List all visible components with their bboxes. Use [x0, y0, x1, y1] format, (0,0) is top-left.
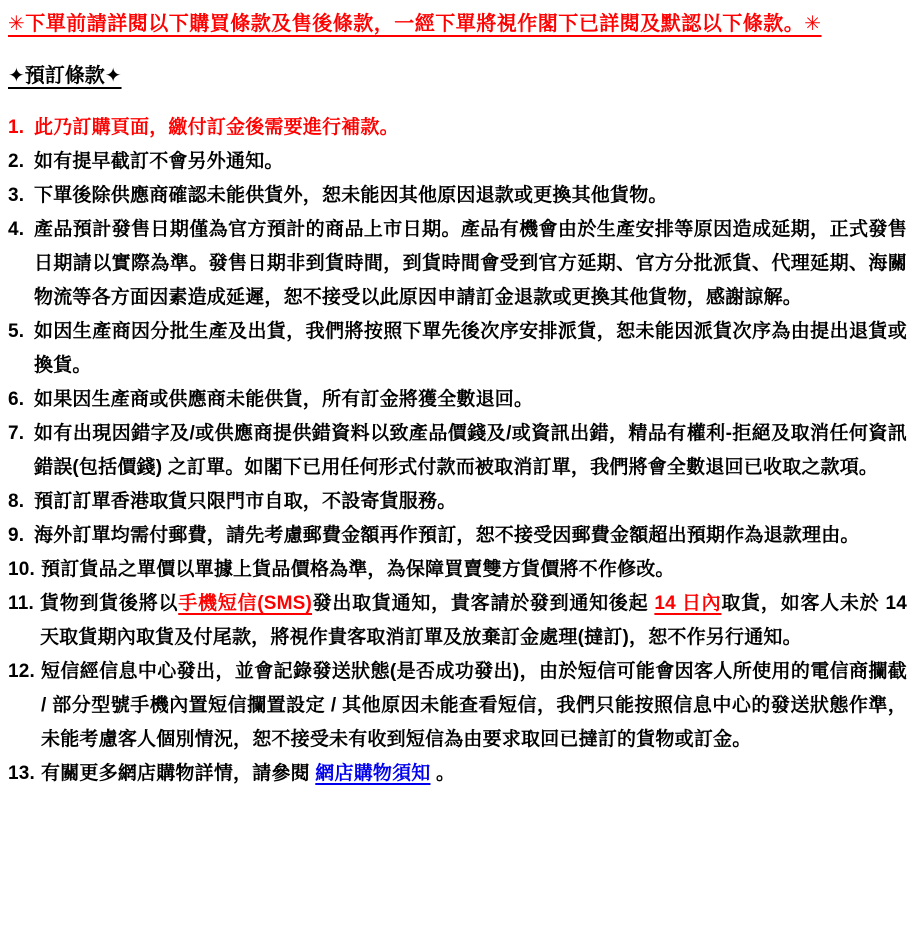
terms-list: [8, 111, 907, 791]
pre-order-warning-title: ✳下單前請詳閱以下購買條款及售後條款，一經下單將視作閣下已詳閱及默認以下條款。✳: [8, 13, 822, 35]
term-number: 3.: [8, 185, 25, 206]
term-segment: 。: [430, 763, 456, 784]
term-item-3: [8, 179, 907, 213]
sms-highlight: 手機短信(SMS): [178, 593, 313, 614]
term-number: 12.: [8, 661, 36, 682]
term-number: 13.: [8, 763, 36, 784]
term-text: 如因生產商因分批生產及出貨，我們將按照下單先後次序安排派貨，恕未能因派貨次序為由提出退貨或換貨。: [34, 321, 907, 376]
term-segment: 取貨，如客人未於 14 天取貨期內取貨及付尾款，將視作貴客取消訂單及放棄訂金處理(撻訂)，恕不作另行通知。: [39, 593, 907, 648]
term-number: 5.: [8, 321, 25, 342]
term-number: 8.: [8, 491, 25, 512]
term-number: 9.: [8, 525, 25, 546]
term-number: 4.: [8, 219, 25, 240]
term-segment: 有關更多網店購物詳情，請參閱: [41, 763, 316, 784]
shop-guide-link[interactable]: 網店購物須知: [315, 763, 431, 784]
term-text: 如有提早截訂不會另外通知。: [34, 151, 284, 172]
term-segment: 貨物到貨後將以: [39, 593, 179, 614]
term-text: [41, 757, 907, 791]
term-item-6: [8, 383, 907, 417]
term-item-8: [8, 485, 907, 519]
term-text: 產品預計發售日期僅為官方預計的商品上市日期。產品有機會由於生產安排等原因造成延期，正式發售日期請以實際為準。發售日期非到貨時間，到貨時間會受到官方延期、官方分批派貨、代理延期、海關物流等各方面因素造成延遲，恕不接受以此原因申請訂金退款或更換其他貨物，感謝諒解。: [34, 219, 907, 308]
term-number: 11.: [8, 593, 34, 614]
preorder-terms-heading: ✦預訂條款✦: [8, 65, 122, 87]
term-item-13: [8, 757, 907, 791]
term-item-12: [8, 655, 907, 757]
term-item-10: [8, 553, 907, 587]
term-number: 2.: [8, 151, 25, 172]
term-item-4: [8, 213, 907, 315]
term-item-7: [8, 417, 907, 485]
term-text: [40, 587, 907, 655]
term-text: 下單後除供應商確認未能供貨外，恕未能因其他原因退款或更換其他貨物。: [34, 185, 668, 206]
term-segment: 發出取貨通知，貴客請於發到通知後起: [312, 593, 655, 614]
term-number: 6.: [8, 389, 25, 410]
term-item-5: [8, 315, 907, 383]
term-item-9: [8, 519, 907, 553]
term-text: 預訂訂單香港取貨只限門市自取，不設寄貨服務。: [34, 491, 457, 512]
term-text: 預訂貨品之單價以單據上貨品價格為準，為保障買賣雙方貨價將不作修改。: [41, 559, 675, 580]
term-number: 1.: [8, 117, 25, 138]
term-text: 如果因生產商或供應商未能供貨，所有訂金將獲全數退回。: [34, 389, 534, 410]
term-text: 海外訂單均需付郵費，請先考慮郵費金額再作預訂，恕不接受因郵費金額超出預期作為退款理由。: [34, 525, 860, 546]
term-item-2: [8, 145, 907, 179]
pickup-deadline-highlight: 14 日內: [654, 593, 722, 614]
term-item-11: [8, 587, 907, 655]
term-text: 如有出現因錯字及/或供應商提供錯資料以致產品價錢及/或資訊出錯，精品有權利-拒絕及取消任何資訊錯誤(包括價錢) 之訂單。如閣下已用任何形式付款而被取消訂單，我們將會全數退回已收取之款項。: [34, 423, 907, 478]
term-text: 此乃訂購頁面，繳付訂金後需要進行補款。: [34, 117, 399, 138]
term-text: 短信經信息中心發出，並會記錄發送狀態(是否成功發出)，由於短信可能會因客人所使用的電信商攔截 / 部分型號手機內置短信攔置設定 / 其他原因未能查看短信，我們只能按照信息中心的發送狀態作準，未能考慮客人個別情況，恕不接受未有收到短信為由要求取回已撻訂的貨物或訂金。: [41, 661, 907, 750]
term-number: 10.: [8, 559, 36, 580]
term-number: 7.: [8, 423, 25, 444]
term-item-1: [8, 111, 907, 145]
